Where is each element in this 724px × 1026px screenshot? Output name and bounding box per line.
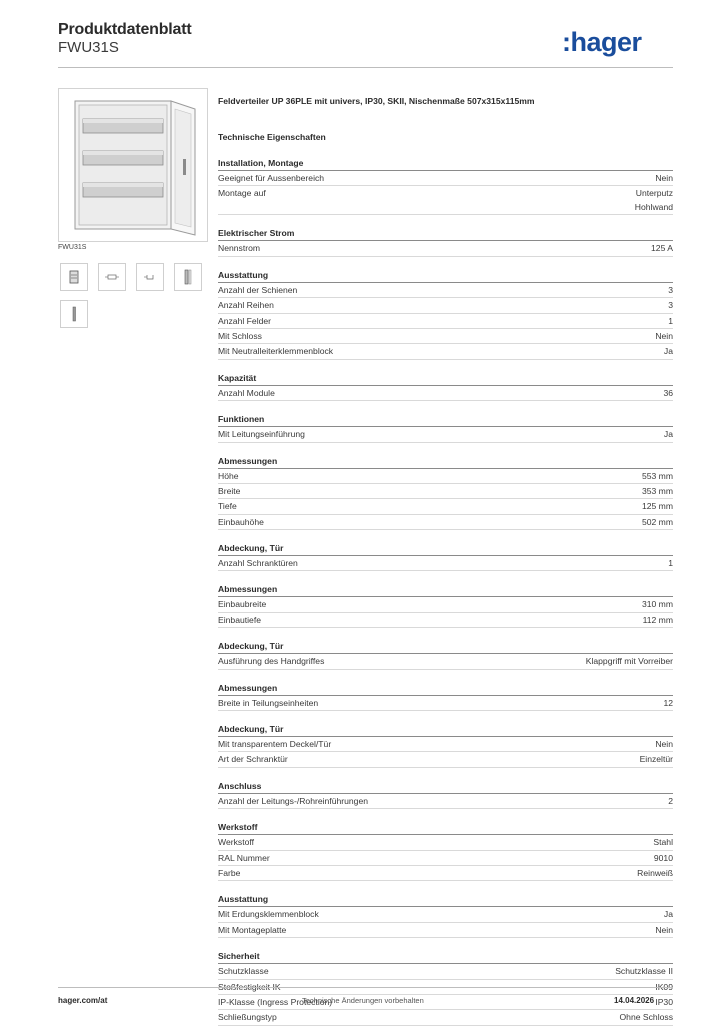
spec-section <box>218 269 673 360</box>
front-view-icon <box>61 264 87 290</box>
spec-content <box>218 95 673 1026</box>
section-title: Elektrischer Strom <box>218 227 673 241</box>
spec-label: Einbautiefe <box>218 614 262 625</box>
spec-label: Art der Schranktür <box>218 754 288 765</box>
spec-label: Ausführung des Handgriffes <box>218 656 325 667</box>
spec-section <box>218 780 673 809</box>
spec-label: Mit Leitungseinführung <box>218 429 305 440</box>
profile-view-icon <box>61 301 87 327</box>
spec-sections <box>218 157 673 1026</box>
spec-value: 1 <box>668 315 673 326</box>
spec-value: 3 <box>668 300 673 311</box>
product-description: Feldverteiler UP 36PLE mit univers, IP30, SKII, Nischenmaße 507x315x115mm <box>218 96 535 106</box>
spec-row <box>218 469 673 484</box>
spec-section <box>218 682 673 711</box>
spec-row <box>218 499 673 514</box>
section-title: Werkstoff <box>218 821 673 835</box>
spec-row <box>218 314 673 329</box>
footer-date: 14.04.2026 <box>614 996 655 1005</box>
spec-value: 553 mm <box>641 470 673 481</box>
spec-value: Nein <box>655 739 673 750</box>
spec-value: Nein <box>655 330 673 341</box>
spec-row <box>218 283 673 298</box>
spec-section <box>218 542 673 571</box>
spec-label: Anzahl der Leitungs-/Rohreinführungen <box>218 795 369 806</box>
thumb-profile-view[interactable] <box>60 300 88 328</box>
spec-row <box>218 923 673 938</box>
spec-label: Anzahl Reihen <box>218 300 274 311</box>
spec-label: Geeignet für Aussenbereich <box>218 173 325 183</box>
logo-text: :hager <box>562 27 642 57</box>
tech-properties-title: Technische Eigenschaften <box>218 132 326 142</box>
section-title: Installation, Montage <box>218 157 673 171</box>
spec-value: Stahl <box>653 837 673 848</box>
spec-section <box>218 227 673 256</box>
hager-logo[interactable] <box>560 27 676 59</box>
product-caption: FWU31S <box>58 244 87 251</box>
spec-row <box>218 427 673 442</box>
spec-value: 353 mm <box>641 485 673 496</box>
dimension-depth-icon <box>137 264 163 290</box>
spec-label: Tiefe <box>218 501 237 512</box>
spec-label: Anzahl Schranktüren <box>218 558 298 569</box>
spec-label: IP-Klasse (Ingress Protection) <box>218 996 333 1007</box>
thumb-front-view[interactable] <box>60 263 88 291</box>
spec-value: 125 A <box>651 243 673 254</box>
header-divider <box>58 67 673 68</box>
footer-divider <box>58 987 673 988</box>
spec-section <box>218 583 673 628</box>
spec-row <box>218 752 673 767</box>
spec-section <box>218 893 673 938</box>
footer-disclaimer: Technische Änderungen vorbehalten <box>302 996 424 1005</box>
section-title: Anschluss <box>218 780 673 794</box>
spec-label: Einbauhöhe <box>218 516 264 527</box>
spec-value: 9010 <box>653 852 673 863</box>
spec-row <box>218 186 673 215</box>
page-subtitle: FWU31S <box>58 39 119 56</box>
section-title: Ausstattung <box>218 893 673 907</box>
spec-row <box>218 171 673 186</box>
footer-website[interactable]: hager.com/at <box>58 996 108 1005</box>
spec-row <box>218 386 673 401</box>
spec-label: Mit transparentem Deckel/Tür <box>218 739 332 750</box>
spec-row <box>218 556 673 571</box>
spec-value: 1 <box>668 558 673 569</box>
spec-label: Montage auf <box>218 188 266 199</box>
spec-value: IP30 <box>655 996 673 1007</box>
spec-value: 310 mm <box>641 599 673 610</box>
section-title: Abdeckung, Tür <box>218 723 673 737</box>
spec-row <box>218 597 673 612</box>
spec-value: Ja <box>663 909 673 920</box>
spec-section <box>218 157 673 215</box>
side-view-icon <box>175 264 201 290</box>
thumb-width-dimension[interactable] <box>98 263 126 291</box>
section-title: Abmessungen <box>218 682 673 696</box>
spec-value: 12 <box>663 697 673 708</box>
spec-row <box>218 329 673 344</box>
distribution-board-icon <box>59 89 207 241</box>
spec-value: Nein <box>655 173 673 183</box>
section-title: Kapazität <box>218 372 673 386</box>
spec-row <box>218 851 673 866</box>
spec-label: Schutzklasse <box>218 966 269 977</box>
spec-row <box>218 515 673 530</box>
spec-row <box>218 654 673 669</box>
thumb-side-view[interactable] <box>174 263 202 291</box>
spec-label: Mit Schloss <box>218 330 262 341</box>
spec-value: Nein <box>655 924 673 935</box>
spec-label: Mit Erdungsklemmenblock <box>218 909 319 920</box>
spec-label: Breite in Teilungseinheiten <box>218 697 319 708</box>
spec-row <box>218 835 673 850</box>
spec-value: 125 mm <box>641 501 673 512</box>
spec-value: 2 <box>668 795 673 806</box>
spec-row <box>218 484 673 499</box>
spec-section <box>218 455 673 531</box>
spec-value: Klappgriff mit Vorreiber <box>585 656 673 667</box>
spec-row <box>218 737 673 752</box>
thumb-depth-dimension[interactable] <box>136 263 164 291</box>
spec-row <box>218 995 673 1010</box>
spec-label: Schließungstyp <box>218 1012 277 1023</box>
spec-value: Ja <box>663 429 673 440</box>
spec-value: Ohne Schloss <box>619 1012 673 1023</box>
spec-value: 112 mm <box>642 614 673 625</box>
section-title: Sicherheit <box>218 950 673 964</box>
spec-label: Mit Montageplatte <box>218 924 287 935</box>
spec-value: Einzeltür <box>639 754 673 765</box>
spec-label: Mit Neutralleiterklemmenblock <box>218 346 334 357</box>
spec-row <box>218 1010 673 1025</box>
spec-value: Schutzklasse II <box>615 966 673 977</box>
spec-label: Werkstoff <box>218 837 254 848</box>
spec-label: Anzahl Felder <box>218 315 272 326</box>
section-title: Funktionen <box>218 413 673 427</box>
spec-row <box>218 613 673 628</box>
spec-section <box>218 821 673 881</box>
spec-row <box>218 241 673 256</box>
spec-label: RAL Nummer <box>218 852 270 863</box>
spec-label: Anzahl Module <box>218 387 275 398</box>
section-title: Abdeckung, Tür <box>218 542 673 556</box>
section-title: Abdeckung, Tür <box>218 640 673 654</box>
spec-section <box>218 413 673 442</box>
spec-label: Höhe <box>218 470 239 481</box>
spec-label: Anzahl der Schienen <box>218 284 298 295</box>
spec-section <box>218 723 673 768</box>
spec-value: 3 <box>668 284 673 295</box>
dimension-width-icon <box>99 264 125 290</box>
spec-row <box>218 696 673 711</box>
spec-row <box>218 344 673 359</box>
spec-section <box>218 640 673 669</box>
spec-label: Einbaubreite <box>218 599 267 610</box>
page-title: Produktdatenblatt <box>58 21 192 38</box>
spec-label: Breite <box>218 485 241 496</box>
section-title: Ausstattung <box>218 269 673 283</box>
product-image <box>58 88 208 242</box>
spec-value: Reinweiß <box>637 867 673 878</box>
spec-row <box>218 794 673 809</box>
section-title: Abmessungen <box>218 583 673 597</box>
spec-row <box>218 964 673 979</box>
spec-section <box>218 372 673 401</box>
spec-row <box>218 907 673 922</box>
spec-value: 36 <box>663 387 673 398</box>
spec-value: Ja <box>663 346 673 357</box>
spec-label: Nennstrom <box>218 243 261 254</box>
spec-value: 502 mm <box>641 516 673 527</box>
spec-row <box>218 866 673 881</box>
spec-value: Unterputz Hohlwand <box>634 188 673 213</box>
spec-label: Farbe <box>218 867 241 878</box>
section-title: Abmessungen <box>218 455 673 469</box>
spec-row <box>218 298 673 313</box>
